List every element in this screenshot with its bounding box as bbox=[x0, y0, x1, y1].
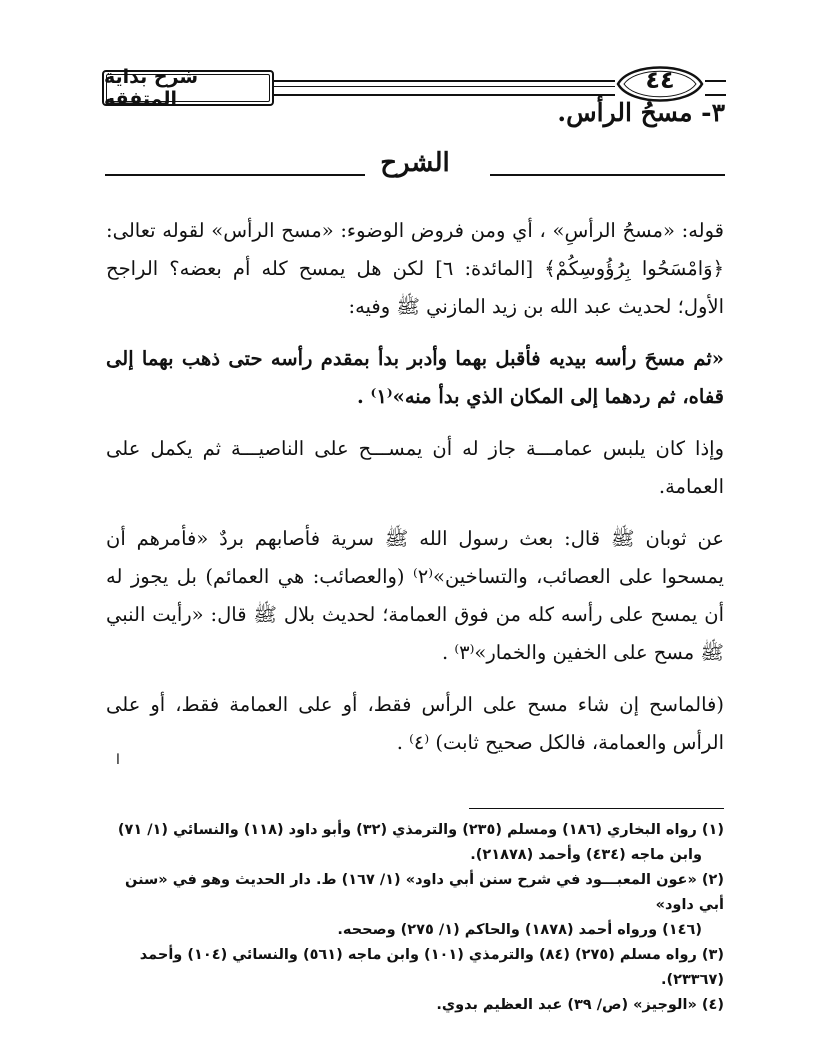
book-title: شرح بداية المتفقه bbox=[104, 66, 199, 110]
footnote-continuation: (١٤٦) ورواه أحمد (١٨٧٨) والحاكم (١/ ٢٧٥) وصححه. bbox=[337, 922, 702, 938]
heading-item: ٣- مسحُ الرأس. bbox=[557, 98, 725, 127]
footnote: (١) رواه البخاري (١٨٦) ومسلم (٢٣٥) والترمذي (٣٢) وأبو داود (١١٨) والنسائي (١/ ٧١) bbox=[117, 822, 724, 838]
main-text bbox=[106, 212, 724, 776]
footnote: (٣) رواه مسلم (٢٧٥) (٨٤) والترمذي (١٠١) وابن ماجه (٥٦١) والنسائي (١٠٤) وأحمد (٢٣٣٦٧). bbox=[139, 947, 724, 988]
paragraph: قوله: «مسحُ الرأسِ» ، أي ومن فروض الوضوء: «مسح الرأس» لقوله تعالى: ﴿وَامْسَحُوا بِرُؤُوسِكُمْ﴾ [المائدة: ٦] لكن هل يمسح كله أم بعضه؟ الراجح الأول؛ لحديث عبد الله بن زيد المازني ﷺ وفيه: bbox=[106, 219, 725, 318]
paragraph: (فالماسح إن شاء مسح على الرأس فقط، أو على العمامة فقط، أو على الرأس والعمامة، فالكل صحيح ثابت) ⁽٤⁾ . bbox=[106, 693, 724, 754]
paragraph: وإذا كان يلبس عمامـــة جاز له أن يمســـح على الناصيـــة ثم يكمل على العمامة. bbox=[106, 437, 724, 498]
page-number: ٤٤ bbox=[645, 66, 675, 94]
header-rule-right bbox=[705, 80, 726, 96]
paragraph: عن ثوبان ﷺ قال: بعث رسول الله ﷺ سرية فأصابهم بردٌ «فأمرهم أن يمسحوا على العصائب، والتساخين»⁽٢⁾ (والعصائب: هي العمائم) بل يجوز له أن يمسح على رأسه كله من فوق العمامة؛ لحديث بلال ﷺ قال: «رأيت النبي ﷺ مسح على الخفين والخمار»⁽٣⁾ . bbox=[106, 527, 724, 664]
footnote-continuation: وابن ماجه (٤٣٤) وأحمد (٢١٨٧٨). bbox=[470, 847, 702, 863]
footnote: (٤) «الوجيز» (ص/ ٣٩) عبد العظيم بدوي. bbox=[436, 997, 724, 1013]
footnote-separator bbox=[469, 808, 724, 809]
book-title-box bbox=[102, 66, 274, 110]
footnotes bbox=[106, 818, 724, 1018]
footnote: (٢) «عون المعبـــود في شرح سنن أبي داود» (١/ ١٦٧) ط. دار الحديث وهو في «سنن أبي داود» bbox=[125, 872, 724, 913]
section-heading bbox=[105, 148, 725, 192]
hadith-quote: «ثم مسحَ رأسه بيديه فأقبل بهما وأدبر بدأ بمقدم رأسه حتى ذهب بهما إلى قفاه، ثم ردهما إلى المكان الذي بدأ منه»⁽١⁾ . bbox=[106, 347, 724, 408]
side-mark: ا bbox=[116, 752, 120, 768]
section-title: الشرح bbox=[380, 148, 450, 178]
header-rule-left bbox=[270, 80, 615, 96]
